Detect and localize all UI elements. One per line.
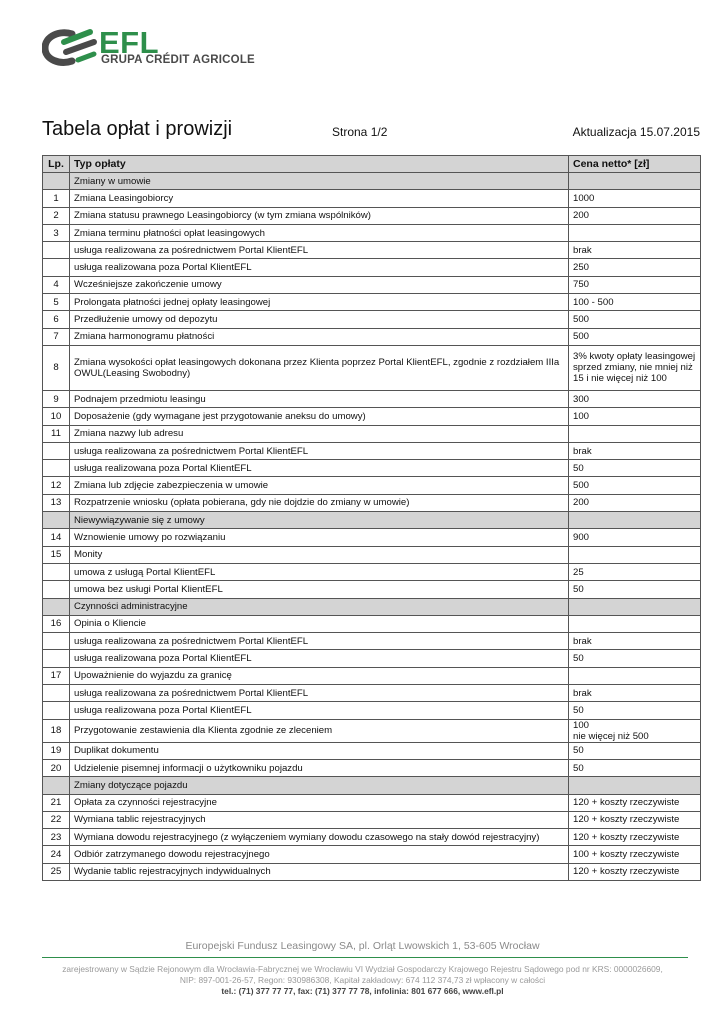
row-number xyxy=(43,685,70,702)
page-number: Strona 1/2 xyxy=(332,125,388,139)
row-label: Podnajem przedmiotu leasingu xyxy=(70,390,569,407)
row-price: 3% kwoty opłaty leasingowej sprzed zmiany, nie mniej niż 15 i nie więcej niż 100 xyxy=(569,345,701,390)
row-number: 25 xyxy=(43,863,70,880)
table-row xyxy=(43,546,701,563)
page-title: Tabela opłat i prowizji xyxy=(42,118,233,140)
row-label: Zmiana wysokości opłat leasingowych dokonana przez Klienta poprzez Portal KlientEFL, zgodnie z rozdziałem IIIa OWUL(Leasing Swobodny) xyxy=(70,345,569,390)
row-number: 19 xyxy=(43,742,70,759)
row-number xyxy=(43,512,70,529)
section-label: Zmiany dotyczące pojazdu xyxy=(70,777,569,794)
row-number: 21 xyxy=(43,794,70,811)
row-price: 50 xyxy=(569,742,701,759)
table-row xyxy=(43,207,701,224)
row-label: Wcześniejsze zakończenie umowy xyxy=(70,276,569,293)
row-label: Przedłużenie umowy od depozytu xyxy=(70,311,569,328)
row-price: 750 xyxy=(569,276,701,293)
table-row xyxy=(43,742,701,759)
row-label: Wydanie tablic rejestracyjnych indywidualnych xyxy=(70,863,569,880)
sub-label: usługa realizowana za pośrednictwem Portal KlientEFL xyxy=(70,442,569,459)
sub-label: usługa realizowana za pośrednictwem Portal KlientEFL xyxy=(70,685,569,702)
row-label: Doposażenie (gdy wymagane jest przygotowanie aneksu do umowy) xyxy=(70,408,569,425)
row-price xyxy=(569,667,701,684)
sub-row xyxy=(43,633,701,650)
sub-row xyxy=(43,581,701,598)
row-number: 23 xyxy=(43,829,70,846)
sub-row xyxy=(43,702,701,719)
table-row xyxy=(43,408,701,425)
table-row xyxy=(43,328,701,345)
row-number xyxy=(43,633,70,650)
row-number xyxy=(43,460,70,477)
row-number xyxy=(43,563,70,580)
row-label: Wymiana tablic rejestracyjnych xyxy=(70,811,569,828)
row-price xyxy=(569,425,701,442)
row-price: 50 xyxy=(569,702,701,719)
row-price xyxy=(569,615,701,632)
row-number: 4 xyxy=(43,276,70,293)
table-row xyxy=(43,345,701,390)
row-label: Zmiana nazwy lub adresu xyxy=(70,425,569,442)
table-row xyxy=(43,846,701,863)
header-price: Cena netto* [zł] xyxy=(569,156,701,173)
row-price: 500 xyxy=(569,328,701,345)
table-row xyxy=(43,224,701,241)
credit-agricole-mark-icon xyxy=(42,28,98,68)
row-price: 900 xyxy=(569,529,701,546)
row-label: Odbiór zatrzymanego dowodu rejestracyjnego xyxy=(70,846,569,863)
row-number: 2 xyxy=(43,207,70,224)
row-label: Zmiana Leasingobiorcy xyxy=(70,190,569,207)
row-label: Przygotowanie zestawienia dla Klienta zgodnie ze zleceniem xyxy=(70,719,569,742)
row-number: 11 xyxy=(43,425,70,442)
row-number: 8 xyxy=(43,345,70,390)
row-price xyxy=(569,224,701,241)
table-row xyxy=(43,811,701,828)
row-label: Upoważnienie do wyjazdu za granicę xyxy=(70,667,569,684)
sub-label: usługa realizowana poza Portal KlientEFL xyxy=(70,702,569,719)
row-price xyxy=(569,598,701,615)
row-number xyxy=(43,259,70,276)
fee-table-body xyxy=(43,173,701,881)
table-row xyxy=(43,794,701,811)
fee-table xyxy=(42,155,701,881)
row-number: 1 xyxy=(43,190,70,207)
row-price xyxy=(569,173,701,190)
table-row xyxy=(43,615,701,632)
row-label: Duplikat dokumentu xyxy=(70,742,569,759)
row-label: Wznowienie umowy po rozwiązaniu xyxy=(70,529,569,546)
row-number: 10 xyxy=(43,408,70,425)
row-number xyxy=(43,173,70,190)
row-label: Wymiana dowodu rejestracyjnego (z wyłączeniem wymiany dowodu czasowego na stały dowód rejestracyjny) xyxy=(70,829,569,846)
row-number: 3 xyxy=(43,224,70,241)
row-label: Opłata za czynności rejestracyjne xyxy=(70,794,569,811)
row-number: 14 xyxy=(43,529,70,546)
row-number xyxy=(43,442,70,459)
update-date: Aktualizacja 15.07.2015 xyxy=(572,125,700,139)
sub-label: usługa realizowana poza Portal KlientEFL xyxy=(70,259,569,276)
section-row xyxy=(43,512,701,529)
table-row xyxy=(43,759,701,776)
row-price: brak xyxy=(569,685,701,702)
footer-ids: NIP: 897-001-26-57, Regon: 930986308, Kapitał zakładowy: 674 112 374,73 zł wpłacony w całości xyxy=(179,974,546,985)
section-label: Zmiany w umowie xyxy=(70,173,569,190)
row-price: 500 xyxy=(569,477,701,494)
row-number: 5 xyxy=(43,294,70,311)
row-price: 100 nie więcej niż 500 xyxy=(569,719,701,742)
row-number xyxy=(43,650,70,667)
sub-row xyxy=(43,563,701,580)
sub-row xyxy=(43,650,701,667)
row-number xyxy=(43,702,70,719)
efl-logo xyxy=(42,25,282,70)
row-price: brak xyxy=(569,633,701,650)
table-row xyxy=(43,190,701,207)
row-price: 200 xyxy=(569,494,701,511)
table-row xyxy=(43,829,701,846)
row-label: Opinia o Kliencie xyxy=(70,615,569,632)
header-number: Lp. xyxy=(43,156,70,173)
row-price xyxy=(569,546,701,563)
table-row xyxy=(43,529,701,546)
row-number: 24 xyxy=(43,846,70,863)
footer-company: Europejski Fundusz Leasingowy SA, pl. Orląt Lwowskich 1, 53-605 Wrocław xyxy=(185,940,540,952)
row-price: 50 xyxy=(569,759,701,776)
sub-row xyxy=(43,460,701,477)
row-price: 50 xyxy=(569,650,701,667)
table-row xyxy=(43,667,701,684)
table-row xyxy=(43,719,701,742)
sub-row xyxy=(43,242,701,259)
row-price: 1000 xyxy=(569,190,701,207)
table-row xyxy=(43,294,701,311)
document-header xyxy=(42,118,700,144)
sub-label: usługa realizowana za pośrednictwem Portal KlientEFL xyxy=(70,633,569,650)
row-price: 25 xyxy=(569,563,701,580)
row-price: 100 + koszty rzeczywiste xyxy=(569,846,701,863)
row-number: 7 xyxy=(43,328,70,345)
row-number: 13 xyxy=(43,494,70,511)
sub-label: usługa realizowana poza Portal KlientEFL xyxy=(70,460,569,477)
table-row xyxy=(43,477,701,494)
row-label: Zmiana terminu płatności opłat leasingowych xyxy=(70,224,569,241)
row-price: 120 + koszty rzeczywiste xyxy=(569,811,701,828)
row-label: Zmiana lub zdjęcie zabezpieczenia w umowie xyxy=(70,477,569,494)
row-price: 500 xyxy=(569,311,701,328)
footer-divider xyxy=(42,957,688,958)
row-number xyxy=(43,777,70,794)
header-fee-type: Typ opłaty xyxy=(70,156,569,173)
row-price: 120 + koszty rzeczywiste xyxy=(569,829,701,846)
row-number: 6 xyxy=(43,311,70,328)
row-price: 120 + koszty rzeczywiste xyxy=(569,863,701,880)
table-row xyxy=(43,276,701,293)
table-row xyxy=(43,425,701,442)
row-price: brak xyxy=(569,242,701,259)
section-row xyxy=(43,777,701,794)
row-price: 50 xyxy=(569,581,701,598)
row-price: 50 xyxy=(569,460,701,477)
row-price xyxy=(569,777,701,794)
row-price: 300 xyxy=(569,390,701,407)
row-price: brak xyxy=(569,442,701,459)
row-number xyxy=(43,581,70,598)
sub-row xyxy=(43,442,701,459)
section-label: Niewywiązywanie się z umowy xyxy=(70,512,569,529)
sub-label: umowa z usługą Portal KlientEFL xyxy=(70,563,569,580)
row-price: 100 xyxy=(569,408,701,425)
row-label: Prolongata płatności jednej opłaty leasingowej xyxy=(70,294,569,311)
brand-name: EFL xyxy=(99,25,160,60)
table-row xyxy=(43,863,701,880)
brand-group: GRUPA CRÉDIT AGRICOLE xyxy=(101,54,255,66)
row-number: 16 xyxy=(43,615,70,632)
section-row xyxy=(43,598,701,615)
footer-registry-block xyxy=(0,964,725,985)
table-row xyxy=(43,311,701,328)
footer-registry: zarejestrowany w Sądzie Rejonowym dla Wrocławia-Fabrycznej we Wrocławiu VI Wydział Gospodarczy Krajowego Rejestru Sądowego pod nr KRS: 0000026609, xyxy=(62,964,663,974)
row-price: 120 + koszty rzeczywiste xyxy=(569,794,701,811)
section-label: Czynności administracyjne xyxy=(70,598,569,615)
table-row xyxy=(43,390,701,407)
sub-row xyxy=(43,685,701,702)
row-label: Zmiana statusu prawnego Leasingobiorcy (w tym zmiana wspólników) xyxy=(70,207,569,224)
table-header-row xyxy=(43,156,701,173)
row-number: 20 xyxy=(43,759,70,776)
row-number: 22 xyxy=(43,811,70,828)
row-label: Monity xyxy=(70,546,569,563)
row-number: 9 xyxy=(43,390,70,407)
row-price xyxy=(569,512,701,529)
sub-label: umowa bez usługi Portal KlientEFL xyxy=(70,581,569,598)
sub-row xyxy=(43,259,701,276)
row-price: 100 - 500 xyxy=(569,294,701,311)
row-number xyxy=(43,242,70,259)
sub-label: usługa realizowana za pośrednictwem Portal KlientEFL xyxy=(70,242,569,259)
row-number: 17 xyxy=(43,667,70,684)
row-number: 12 xyxy=(43,477,70,494)
row-number xyxy=(43,598,70,615)
row-number: 15 xyxy=(43,546,70,563)
footer-contact: tel.: (71) 377 77 77, fax: (71) 377 77 78, infolinia: 801 677 666, www.efl.pl xyxy=(221,986,504,996)
row-label: Rozpatrzenie wniosku (opłata pobierana, gdy nie dojdzie do zmiany w umowie) xyxy=(70,494,569,511)
row-price: 250 xyxy=(569,259,701,276)
sub-label: usługa realizowana poza Portal KlientEFL xyxy=(70,650,569,667)
row-number: 18 xyxy=(43,719,70,742)
row-label: Udzielenie pisemnej informacji o użytkowniku pojazdu xyxy=(70,759,569,776)
row-label: Zmiana harmonogramu płatności xyxy=(70,328,569,345)
section-row xyxy=(43,173,701,190)
table-row xyxy=(43,494,701,511)
row-price: 200 xyxy=(569,207,701,224)
